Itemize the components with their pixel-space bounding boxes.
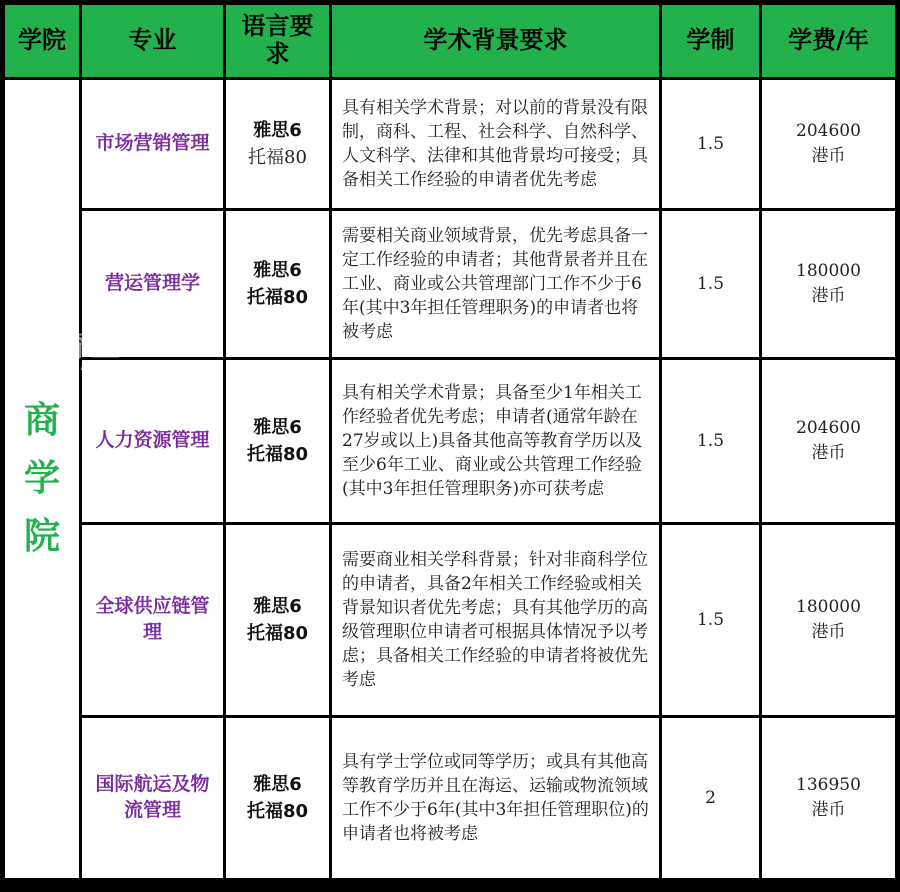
duration-cell: 1.5 <box>662 80 759 208</box>
language-cell: 雅思6 托福80 <box>226 525 329 715</box>
requirement-cell: 具有学士学位或同等学历；或具有其他高等教育学历并且在海运、运输或物流领域工作不少于6年(其中3年担任管理职位)的申请者也将被考虑 <box>332 718 659 878</box>
duration-cell: 1.5 <box>662 525 759 715</box>
duration-cell: 1.5 <box>662 360 759 522</box>
school-cell <box>5 80 79 878</box>
requirement-cell: 具有相关学术背景；对以前的背景没有限制，商科、工程、社会科学、自然科学、人文科学、法律和其他背景均可接受；具备相关工作经验的申请者优先考虑 <box>332 80 659 208</box>
major-cell: 市场营销管理 <box>82 80 223 208</box>
header-major: 专业 <box>82 5 223 77</box>
major-cell: 国际航运及物流管理 <box>82 718 223 878</box>
watermark-right: 教育宝 JIAOYUBAO.CN <box>778 815 874 859</box>
requirement-cell: 需要商业相关学科背景；针对非商科学位的申请者，具备2年相关工作经验或相关背景知识者优先考虑；具有其他学历的高级管理职位申请者可根据具体情况予以考虑；具备相关工作经验的申请者将被优先考虑 <box>332 525 659 715</box>
fee-cell: 204600 港币 <box>762 360 895 522</box>
table-row <box>5 211 895 357</box>
fee-cell: 180000 港币 <box>762 525 895 715</box>
major-cell: 人力资源管理 <box>82 360 223 522</box>
language-cell: 雅思6 托福80 <box>226 360 329 522</box>
table-row <box>5 718 895 878</box>
program-table <box>2 2 898 881</box>
major-cell: 全球供应链管理 <box>82 525 223 715</box>
fee-cell: 204600 港币 <box>762 80 895 208</box>
table-row <box>5 360 895 522</box>
header-duration: 学制 <box>662 5 759 77</box>
requirement-cell: 具有相关学术背景；具备至少1年相关工作经验者优先考虑；申请者(通常年龄在27岁或以上)具备其他高等教育学历以及至少6年工业、商业或公共管理工作经验(其中3年担任管理职务)亦可获考虑 <box>332 360 659 522</box>
fee-cell: 180000 港币 <box>762 211 895 357</box>
language-cell: 雅思6 托福80 <box>226 80 329 208</box>
watermark-left: 教育宝 JIAOYUBAO.CN <box>26 329 122 373</box>
requirement-cell: 需要相关商业领域背景，优先考虑具备一定工作经验的申请者；其他背景者并且在工业、商业或公共管理部门工作不少于6年(其中3年担任管理职务)的申请者也将被考虑 <box>332 211 659 357</box>
header-language: 语言要求 <box>226 5 329 77</box>
school-name: 商 学 院 <box>23 400 60 557</box>
header-fee: 学费/年 <box>762 5 895 77</box>
major-cell: 营运管理学 <box>82 211 223 357</box>
duration-cell: 2 <box>662 718 759 878</box>
language-cell: 雅思6 托福80 <box>226 718 329 878</box>
header-school: 学院 <box>5 5 79 77</box>
fee-cell: 136950 港币 <box>762 718 895 878</box>
table-row <box>5 525 895 715</box>
language-cell: 雅思6 托福80 <box>226 211 329 357</box>
duration-cell: 1.5 <box>662 211 759 357</box>
header-academic: 学术背景要求 <box>332 5 659 77</box>
header-row <box>5 5 895 77</box>
table-row <box>5 80 895 208</box>
